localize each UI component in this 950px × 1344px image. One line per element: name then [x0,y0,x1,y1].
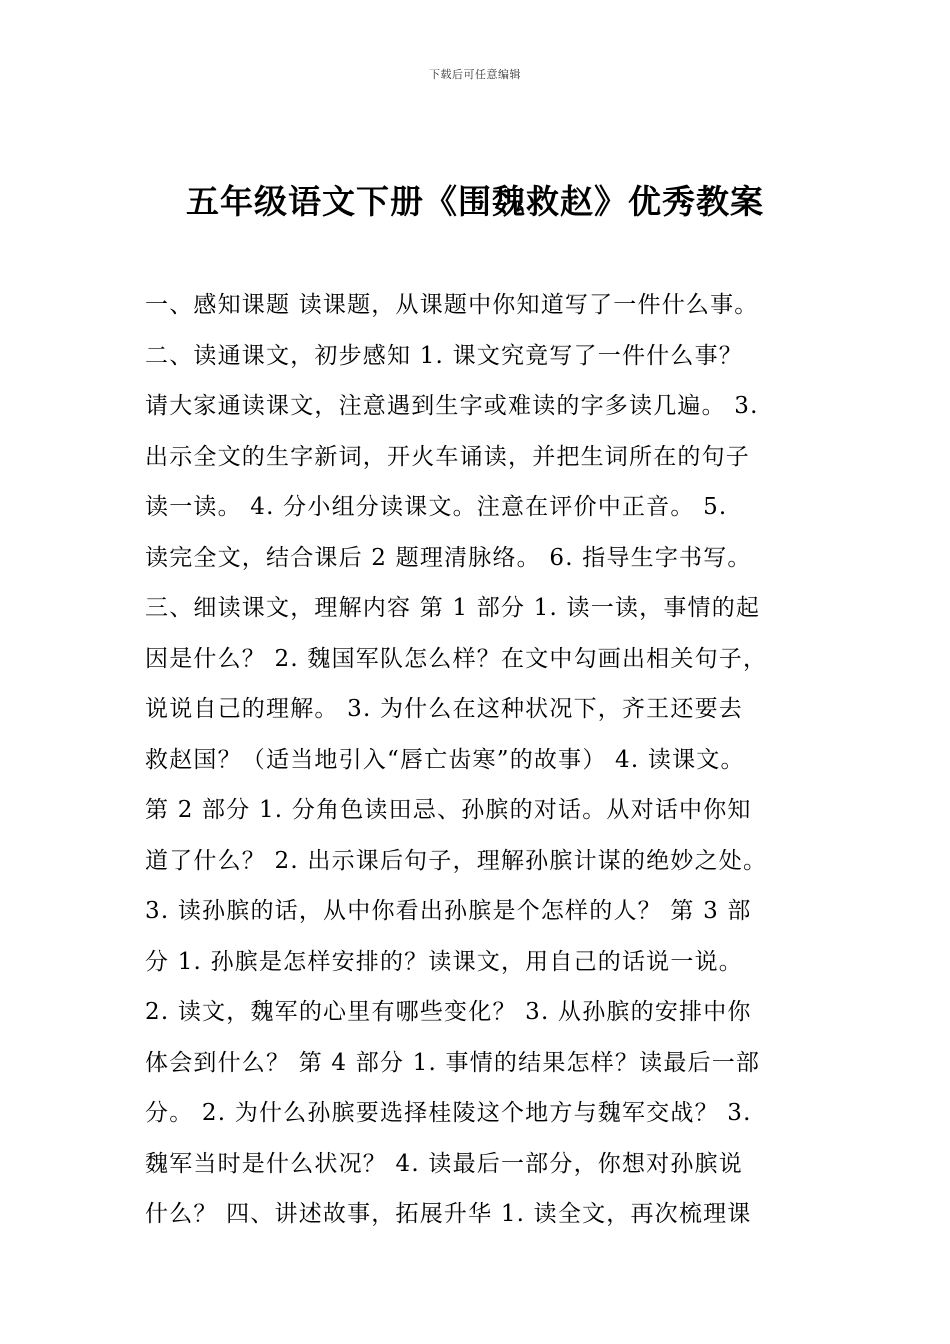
body-line: 读完全文，结合课后 2 题理清脉络。 6. 指导生字书写。 [145,544,752,571]
body-line: 说说自己的理解。 3. 为什么在这种状况下，齐王还要去 [145,696,743,722]
header-note: 下载后可任意编辑 [429,68,521,81]
body-line: 一、感知课题 读课题，从课题中你知道写了一件什么事。 [145,292,759,318]
body-line: 分。 2. 为什么孙膑要选择桂陵这个地方与魏军交战？ 3. [145,1100,752,1126]
body-line: 道了什么？ 2. 出示课后句子，理解孙膑计谋的绝妙之处。 [145,847,768,874]
body-line: 二、读通课文，初步感知 1. 课文究竟写了一件什么事？ [145,342,743,369]
body-line: 三、细读课文，理解内容 第 1 部分 1. 读一读，事情的起 [145,595,761,621]
body-line: 魏军当时是什么状况？ 4. 读最后一部分，你想对孙膑说 [145,1150,743,1177]
body-line: 救赵国？（适当地引入“唇亡齿寒”的故事） 4. 读课文。 [145,746,745,773]
body-line: 3. 读孙膑的话，从中你看出孙膑是个怎样的人？ 第 3 部 [145,898,752,924]
body-line: 体会到什么？ 第 4 部分 1. 事情的结果怎样？读最后一部 [145,1049,761,1076]
document-body [145,280,835,1240]
body-line: 请大家通读课文，注意遇到生字或难读的字多读几遍。 3. [145,393,759,419]
body-line: 分 1. 孙膑是怎样安排的？读课文，用自己的话说一说。 [145,948,743,975]
body-line: 什么？ 四、讲述故事，拓展升华 1. 读全文，再次梳理课 [145,1201,752,1227]
document-title: 五年级语文下册《围魏救赵》优秀教案 [186,182,764,221]
body-line: 2. 读文，魏军的心里有哪些变化？ 3. 从孙膑的安排中你 [145,999,752,1025]
body-line: 因是什么？ 2. 魏国军队怎么样？在文中勾画出相关句子， [145,645,768,672]
body-line: 出示全文的生字新词，开火车诵读，并把生词所在的句子 [145,443,750,470]
body-line: 第 2 部分 1. 分角色读田忌、孙膑的对话。从对话中你知 [145,797,752,823]
body-line: 读一读。 4. 分小组分读课文。注意在评价中正音。 5. [145,494,728,520]
